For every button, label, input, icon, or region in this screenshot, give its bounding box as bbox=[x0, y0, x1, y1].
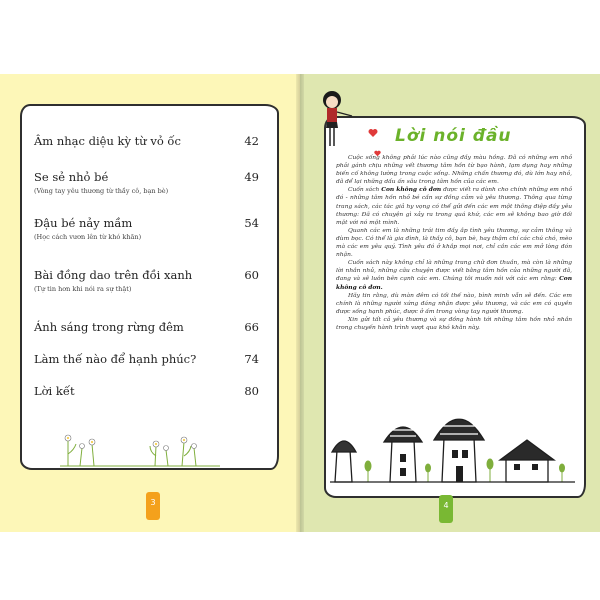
preface-paragraph: Quanh các em là những trái tim đầy ắp tình yêu thương, sự cảm thông và đùm bọc. Có thể là gia đình, là thầy cô, bạn bè, hay thậm chí các chú chó, mèo mà các em yêu quý. Tình yêu đó ở khắp mọi nơi, chỉ cần các em mở lòng đón nhận. bbox=[336, 227, 572, 259]
toc-item-page: 49 bbox=[244, 170, 259, 184]
toc-item[interactable] bbox=[34, 134, 259, 170]
toc-item-page: 42 bbox=[244, 134, 259, 148]
toc-item-page: 74 bbox=[244, 352, 259, 366]
flower-illustration bbox=[60, 418, 220, 468]
toc-item-title: Lời kết bbox=[34, 384, 75, 398]
preface-paragraph: Cuộc sống không phải lúc nào cũng đầy màu hồng. Đã có những em nhỏ phải gánh chịu những vết thương tâm hồn từ bạo hành, lạm dụng hay những biến cố không lường trong cuộc sống. Những chấn thương đó, dù lớn hay nhỏ, đã để lại những dấu ấn sâu trong tâm hồn của các em. bbox=[336, 155, 572, 186]
page-number-badge: 3 bbox=[146, 492, 160, 520]
toc-item-page: 60 bbox=[244, 268, 259, 282]
toc-item[interactable] bbox=[34, 384, 259, 420]
preface-text bbox=[336, 154, 572, 332]
toc-item-title: Se sẻ nhỏ bé bbox=[34, 170, 109, 184]
toc-item-page: 66 bbox=[244, 320, 259, 334]
girl-illustration bbox=[312, 86, 382, 156]
toc-item[interactable] bbox=[34, 352, 259, 388]
toc-item[interactable] bbox=[34, 320, 259, 356]
toc-item-subtitle: (Tự tin hơn khi nói ra sự thật) bbox=[34, 285, 132, 293]
page-number-badge: 4 bbox=[439, 495, 453, 523]
toc-item-title: Làm thế nào để hạnh phúc? bbox=[34, 352, 197, 366]
toc-item-title: Bài đồng dao trên đồi xanh bbox=[34, 268, 193, 282]
toc-item-page: 54 bbox=[244, 216, 259, 230]
toc-item[interactable] bbox=[34, 170, 259, 206]
toc-item[interactable] bbox=[34, 268, 259, 304]
toc-item-subtitle: (Vòng tay yêu thương từ thầy cô, bạn bè) bbox=[34, 187, 169, 195]
heart-icon bbox=[368, 128, 378, 138]
preface-paragraph: Xin gửi tất cả yêu thương và sự đồng hành tới những tâm hồn nhỏ nhắn trong chuyến hành trình vượt qua khó khăn này. bbox=[336, 316, 572, 331]
preface-paragraph: Hãy tin rằng, dù màn đêm có tối thế nào, bình minh vẫn sẽ đến. Các em chính là những người xứng đáng nhận được yêu thương, và các em có quyền được sống hạnh phúc, được ở ấm trong vòng tay người thương. bbox=[336, 292, 572, 315]
houses-illustration bbox=[330, 402, 575, 484]
toc-item-subtitle: (Học cách vươn lên từ khó khăn) bbox=[34, 233, 142, 241]
toc-frame bbox=[20, 104, 279, 470]
toc-item-title: Ánh sáng trong rừng đêm bbox=[34, 320, 184, 334]
book-gutter bbox=[296, 74, 304, 532]
toc-item[interactable] bbox=[34, 216, 259, 252]
preface-paragraph: Cuốn sách Con không cô đơn được viết ra dành cho chính những em nhỏ đó - những tâm hồn nhỏ bé cần sự đồng cảm và yêu thương. Thông qua từng trang sách, các tác giả hy vọng có thể gửi đến các em một thông điệp đầy yêu thương: Đã có chuyện gì xảy ra trong quá khứ, các em sẽ không bao giờ đối mặt với nó một mình. bbox=[336, 186, 572, 226]
preface-paragraph: Cuốn sách này không chỉ là những trang chữ đơn thuần, mà còn là những lời nhắn nhủ, những câu chuyện được viết bằng tâm hồn của những người đã, đang và sẽ luôn bên cạnh các em. Chúng tôi muốn nói với các em rằng: Con không cô đơn. bbox=[336, 260, 572, 291]
toc-item-page: 80 bbox=[244, 384, 259, 398]
toc-item-title: Đậu bé nảy mầm bbox=[34, 216, 133, 230]
toc-item-title: Âm nhạc diệu kỳ từ vỏ ốc bbox=[34, 134, 181, 148]
page-title: Lời nói đầu bbox=[395, 126, 512, 146]
